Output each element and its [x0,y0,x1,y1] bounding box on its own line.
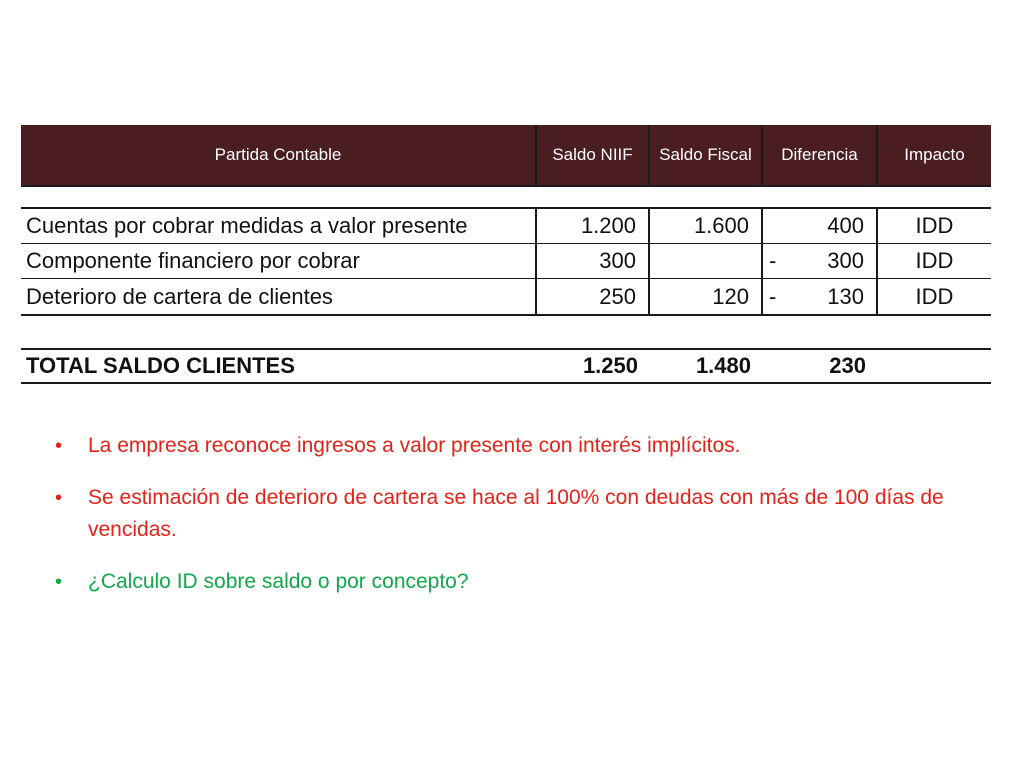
cell-impacto: IDD [915,283,954,309]
total-label: TOTAL SALDO CLIENTES [26,353,295,378]
cell-impacto: IDD [915,248,954,273]
table-header [21,125,991,187]
cell-impacto: IDD [915,213,954,238]
bullet-text: Se estimación de deterioro de cartera se hace al 100% con deudas con más de 100 días de vencidas. [88,486,944,541]
header-saldo-niif: Saldo NIIF [537,125,650,185]
data-table [21,207,991,316]
cell-saldo-fiscal: 1.600 [650,209,763,243]
table-row [21,244,991,279]
cell-saldo-niif: 1.200 [537,209,650,243]
header-partida-contable: Partida Contable [21,125,537,185]
cell-diferencia [763,209,878,243]
bullet-text: ¿Calculo ID sobre saldo o por concepto? [88,570,469,593]
cell-partida: Componente financiero por cobrar [21,244,537,278]
table-row [21,209,991,244]
table-row [21,279,991,314]
total-impacto [878,350,991,382]
bullet-list [55,430,975,618]
cell-saldo-fiscal: 120 [650,279,763,314]
header-diferencia: Diferencia [763,125,878,185]
diff-value: 400 [827,213,864,238]
cell-partida: Cuentas por cobrar medidas a valor presente [21,209,537,243]
bullet-item [55,430,975,462]
diff-value: 300 [827,248,864,273]
diff-value: 130 [827,283,864,309]
cell-saldo-niif: 250 [537,279,650,314]
diff-sign: - [769,248,777,273]
header-saldo-fiscal: Saldo Fiscal [650,125,763,185]
bullet-icon: • [55,571,63,593]
cell-saldo-fiscal [650,244,763,278]
diff-sign: - [769,283,777,309]
cell-diferencia [763,244,878,278]
header-impacto: Impacto [904,145,965,164]
cell-diferencia [763,279,878,314]
total-row [21,348,991,384]
total-saldo-niif: 1.250 [582,353,638,378]
bullet-item [55,482,975,546]
bullet-item [55,566,975,598]
bullet-icon: • [55,487,63,509]
total-saldo-fiscal: 1.480 [695,353,751,378]
bullet-icon: • [55,435,63,457]
total-diferencia: 230 [829,353,866,378]
cell-saldo-niif: 300 [537,244,650,278]
bullet-text: La empresa reconoce ingresos a valor presente con interés implícitos. [88,434,741,457]
cell-partida: Deterioro de cartera de clientes [21,279,537,314]
